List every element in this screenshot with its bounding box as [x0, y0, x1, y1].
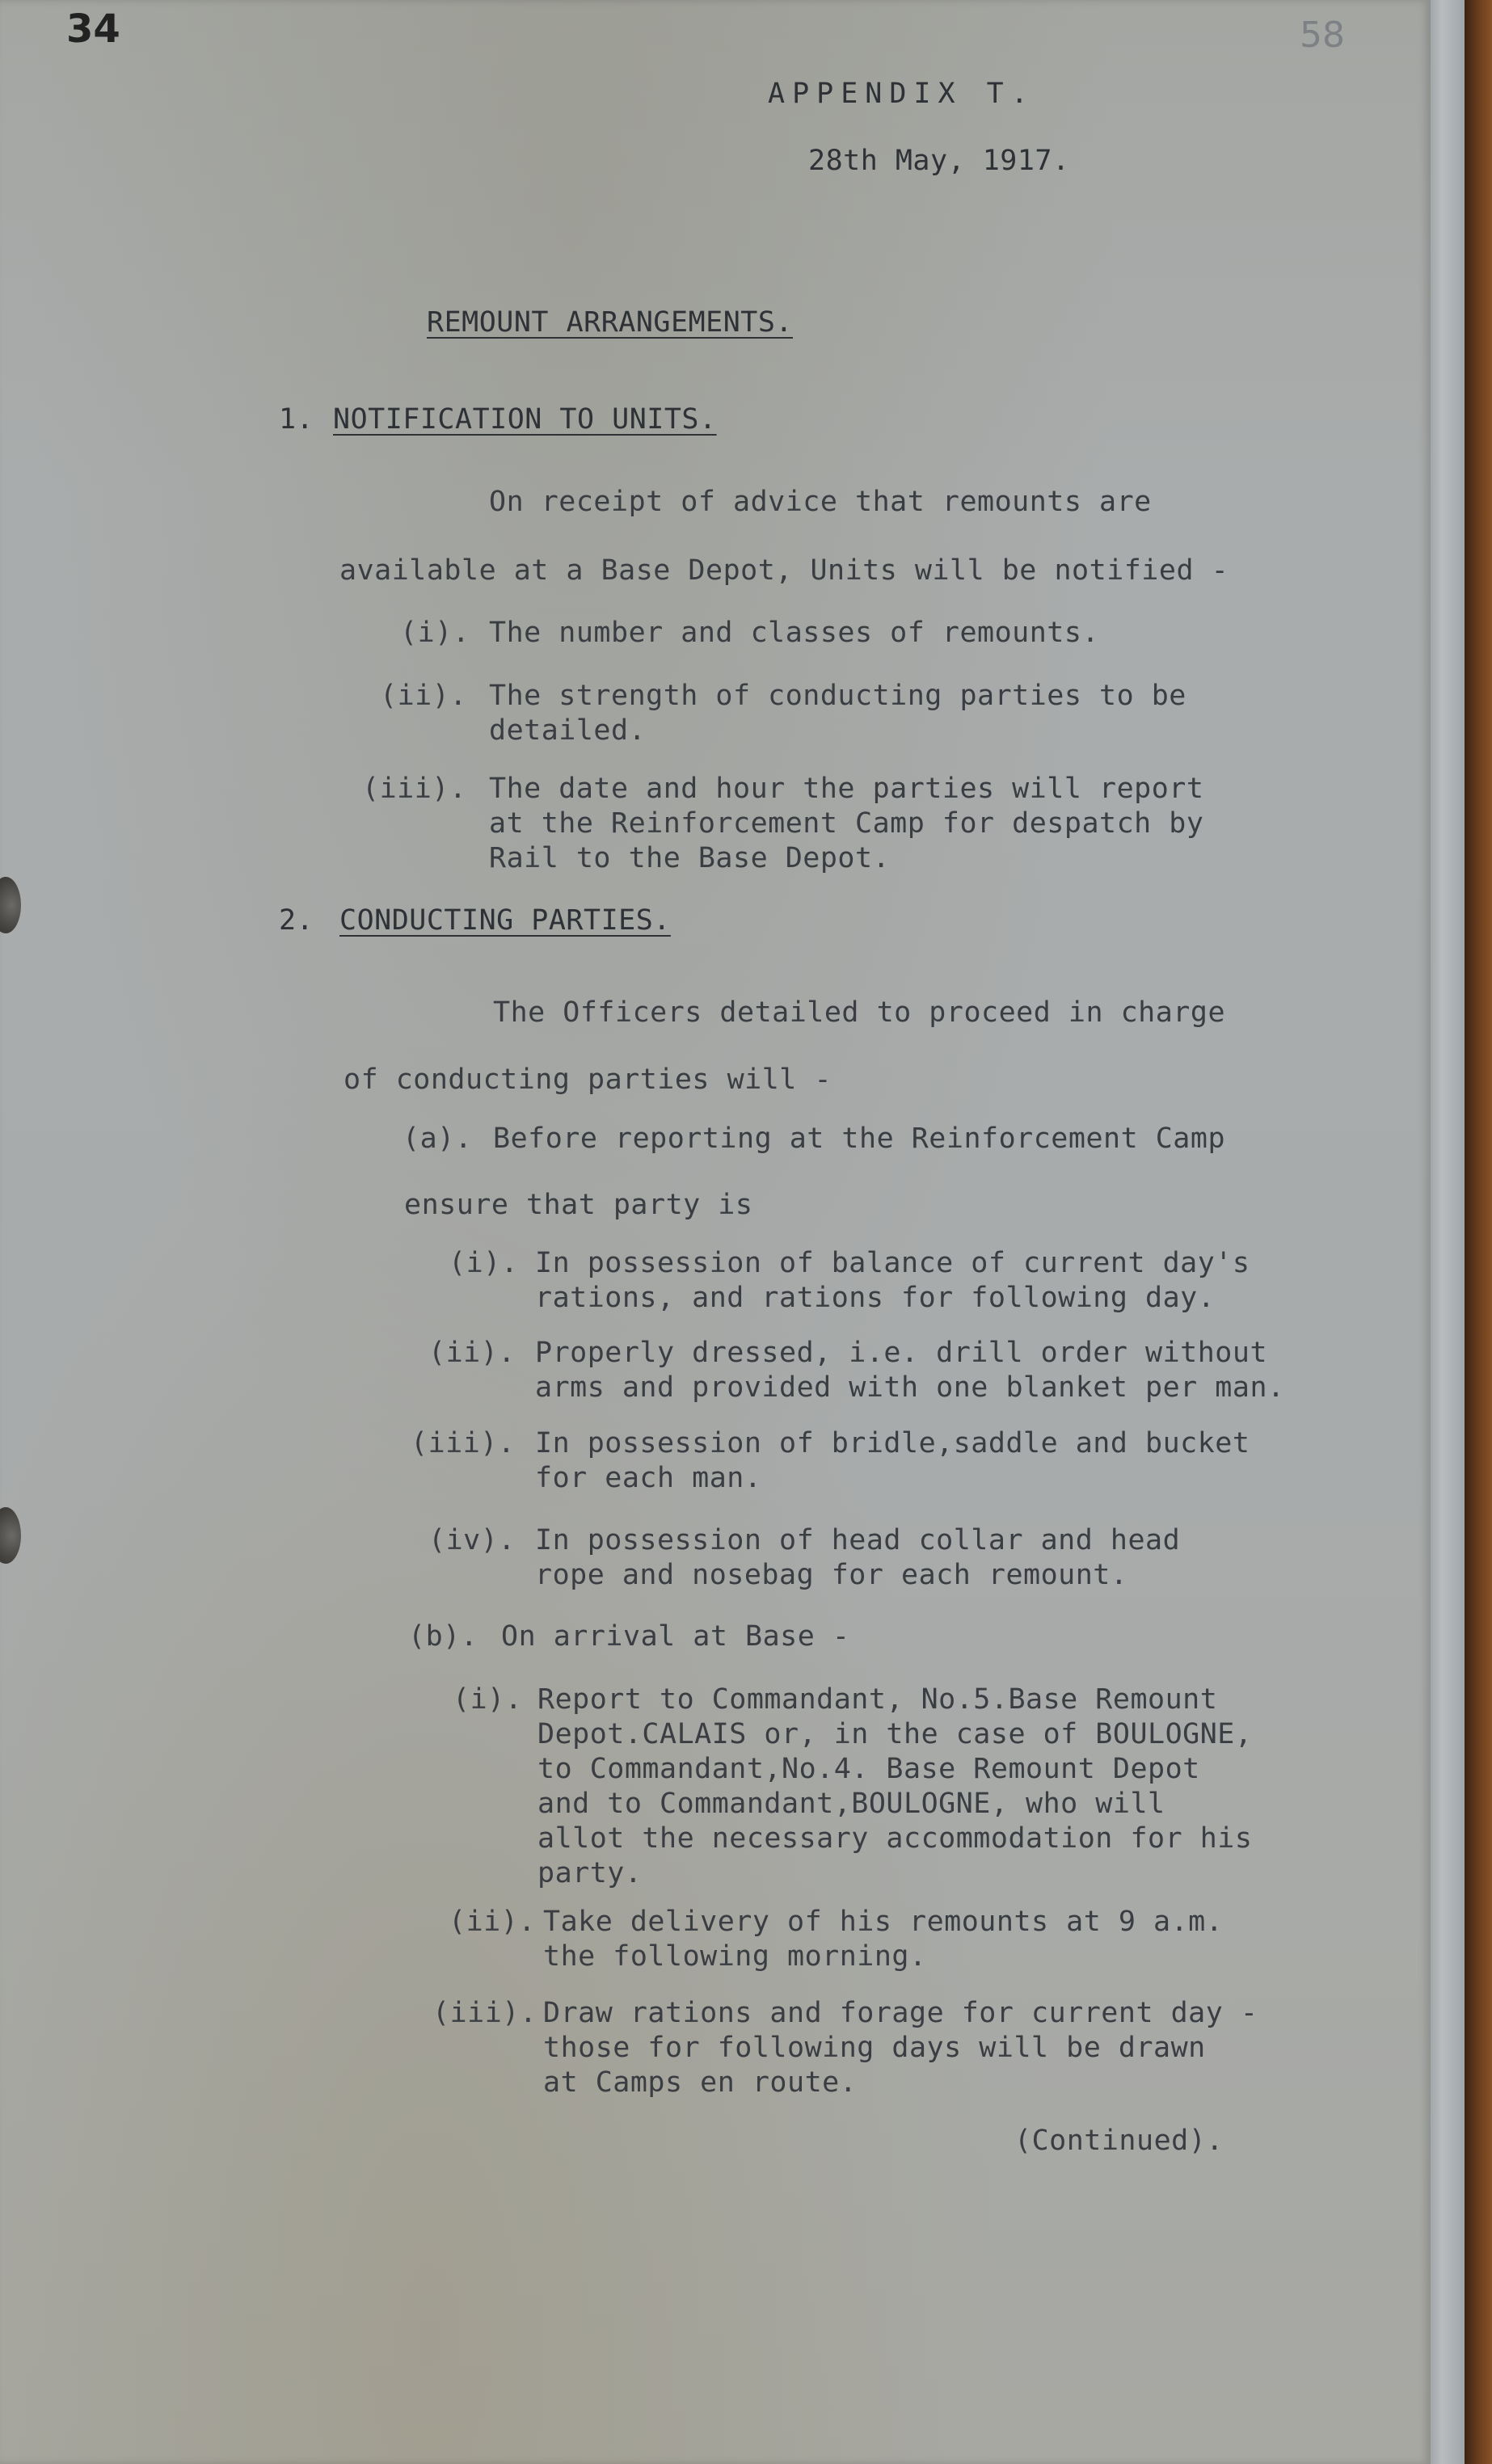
- folio-number-left: 34: [66, 6, 120, 52]
- section-2a-item-4-text: In possession of head collar and head rope and nosebag for each remount.: [535, 1524, 1181, 1591]
- section-2b-item-2-number: (ii).: [449, 1906, 536, 1938]
- section-1-intro-line2: available at a Base Depot, Units will be notified -: [339, 554, 1229, 587]
- desk-edge: [1460, 0, 1492, 2464]
- section-2a-line1: Before reporting at the Reinforcement Camp: [493, 1122, 1226, 1155]
- section-2b-item-3-text: Draw rations and forage for current day - those for following days will be drawn at Camps en route.: [543, 1997, 1258, 2099]
- section-1-heading: NOTIFICATION TO UNITS.: [333, 403, 717, 436]
- section-1-number: 1.: [279, 403, 314, 436]
- appendix-label: APPENDIX T.: [768, 78, 1035, 110]
- document-date: 28th May, 1917.: [808, 145, 1070, 177]
- section-1-intro-line1: On receipt of advice that remounts are: [489, 486, 1152, 518]
- section-2a-item-2-number: (ii).: [428, 1337, 516, 1369]
- section-2a-item-1-number: (i).: [449, 1247, 519, 1279]
- section-2-heading: CONDUCTING PARTIES.: [339, 904, 671, 937]
- section-2a-item-1-text: In possession of balance of current day's rations, and rations for following day.: [535, 1247, 1250, 1314]
- section-2b-item-1-text: Report to Commandant, No.5.Base Remount Depot.CALAIS or, in the case of BOULOGNE, to Commandant,No.4. Base Remount Depot and to Commandant,BOULOGNE, who will allot the necessary accommodation for his party.: [537, 1683, 1253, 1889]
- section-2b-label: (b).: [408, 1620, 478, 1653]
- section-2a-label: (a).: [403, 1122, 473, 1155]
- section-1-item-2-text: The strength of conducting parties to be detailed.: [489, 680, 1186, 747]
- section-2a-item-2-text: Properly dressed, i.e. drill order without arms and provided with one blanket per man.: [535, 1337, 1285, 1404]
- section-2-number: 2.: [279, 904, 314, 937]
- section-2a-item-4-number: (iv).: [428, 1524, 516, 1556]
- section-2a-item-3-number: (iii).: [411, 1427, 516, 1459]
- section-2-intro-line1: The Officers detailed to proceed in charge: [493, 996, 1226, 1029]
- section-1-item-2-number: (ii).: [380, 680, 467, 712]
- section-1-item-1-number: (i).: [400, 617, 470, 649]
- section-2a-line2: ensure that party is: [404, 1189, 753, 1221]
- section-2b-line1: On arrival at Base -: [501, 1620, 850, 1653]
- section-2b-item-3-number: (iii).: [432, 1997, 537, 2029]
- punch-hole-top: [0, 877, 21, 933]
- punch-hole-bottom: [0, 1507, 21, 1564]
- section-2b-item-2-text: Take delivery of his remounts at 9 a.m. the following morning.: [543, 1906, 1224, 1973]
- section-2-intro-line2: of conducting parties will -: [343, 1064, 832, 1096]
- section-1-item-3-text: The date and hour the parties will report at the Reinforcement Camp for despatch by Rail to the Base Depot.: [489, 773, 1204, 874]
- document-title: REMOUNT ARRANGEMENTS.: [427, 306, 794, 339]
- section-2a-item-3-text: In possession of bridle,saddle and bucket for each man.: [535, 1427, 1250, 1494]
- section-2b-item-1-number: (i).: [453, 1683, 523, 1716]
- section-1-item-3-number: (iii).: [362, 773, 467, 805]
- folio-number-right: 58: [1300, 15, 1345, 56]
- section-1-item-1-text: The number and classes of remounts.: [489, 617, 1100, 649]
- continued-note: (Continued).: [1014, 2125, 1224, 2157]
